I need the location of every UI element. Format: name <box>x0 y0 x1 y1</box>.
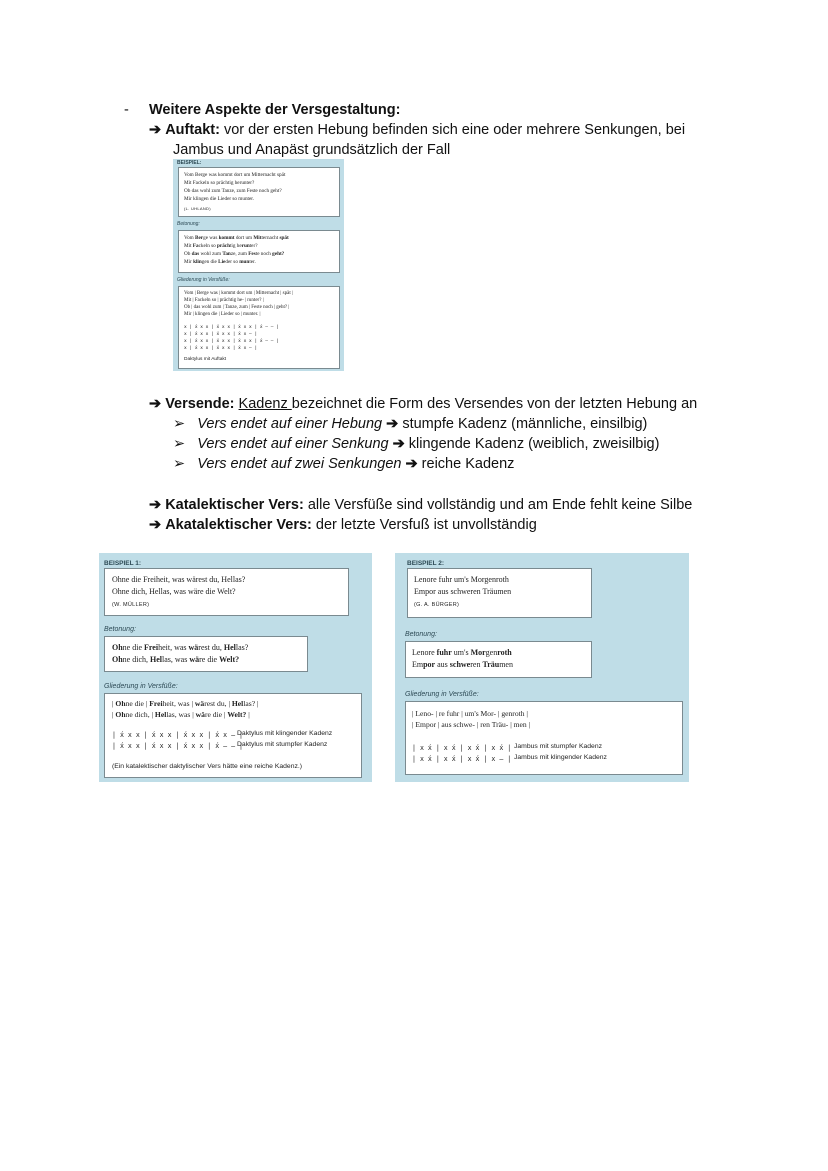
scansion-line: | x́ x x | x́ x x | x́ x x | x́ – – | <box>112 742 244 750</box>
betonung-line: Ohne die Freiheit, was wärest du, Hellas? <box>112 643 249 652</box>
katalektisch-line <box>149 497 692 513</box>
scansion-line: | x x́ | x x́ | x x́ | x – | <box>412 755 512 763</box>
scansion-line: | x x́ | x x́ | x x́ | x x́ | <box>412 744 512 752</box>
poem-line: Ohne die Freiheit, was wärest du, Hellas? <box>112 575 246 584</box>
auftakt-term: Auftakt: <box>165 122 220 138</box>
akatalektisch-line <box>149 517 537 533</box>
poem-box <box>407 568 592 618</box>
betonung-line: Empor aus schweren Träumen <box>412 660 513 669</box>
gliederung-box <box>178 286 340 369</box>
arrow-right-icon: ➔ <box>392 436 405 452</box>
scansion-result: Daktylus mit Auftakt <box>184 357 227 362</box>
scansion-line: x | x́ x x | x́ x x | x́ x – | <box>184 346 258 351</box>
katalektisch-term: Katalektischer Vers: <box>165 497 304 513</box>
poem-box <box>178 167 340 217</box>
section-title: Weitere Aspekte der Versgestaltung: <box>149 102 401 118</box>
arrow-right-icon: ➔ <box>149 122 162 138</box>
gliederung-line: | Ohne die | Freiheit, was | wärest du, | Hellas? | <box>112 699 259 708</box>
poem-line: Mir klingen die Lieder so munter. <box>184 196 255 202</box>
versende-term: Versende: <box>165 396 235 412</box>
example-figure-2 <box>395 553 689 782</box>
poem-line: Ob das wohl zum Tanze, zum Feste noch geht? <box>184 188 282 194</box>
bullet-icon: ➢ <box>173 416 186 432</box>
kadenz-result: reiche Kadenz <box>417 456 515 472</box>
bullet-icon: ➢ <box>173 456 186 472</box>
betonung-line: Mit Fackeln so prächtig herunter? <box>184 243 258 249</box>
poem-source: (L. UHLAND) <box>184 206 211 211</box>
example-caption: BEISPIEL 1: <box>104 560 142 567</box>
example-caption: BEISPIEL: <box>177 160 202 166</box>
arrow-right-icon: ➔ <box>149 517 162 533</box>
poem-source: (G. A. BÜRGER) <box>414 602 460 608</box>
poem-line: Ohne dich, Hellas, was wäre die Welt? <box>112 587 236 596</box>
gliederung-label: Gliederung in Versfüße: <box>405 691 479 698</box>
katalektisch-text: alle Versfüße sind vollständig und am Ende fehlt keine Silbe <box>303 497 693 513</box>
kadenz-condition: Vers endet auf zwei Senkungen <box>197 456 406 472</box>
auftakt-line <box>149 122 685 138</box>
betonung-line: Mir klingen die Lieder so munter. <box>184 259 256 265</box>
scansion-line: x | x́ x x | x́ x x | x́ x x | x́ – – | <box>184 325 279 330</box>
kadenz-term: Kadenz <box>238 396 292 412</box>
versende-text: bezeichnet die Form des Versendes von der letzten Hebung an <box>291 396 698 412</box>
gliederung-line: | Ohne dich, | Hellas, was | wäre die | Welt? | <box>112 710 250 719</box>
betonung-box <box>178 230 340 273</box>
gliederung-line: Vom | Berge was | kommt dort um | Mitternacht | spät | <box>184 291 293 296</box>
kadenz-item <box>173 456 514 472</box>
kadenz-condition: Vers endet auf einer Hebung <box>197 416 387 432</box>
kadenz-result: stumpfe Kadenz (männliche, einsilbig) <box>398 416 648 432</box>
scansion-line: | x́ x x | x́ x x | x́ x x | x́ x – | <box>112 731 244 739</box>
scansion-result: Daktylus mit klingender Kadenz <box>237 730 333 737</box>
betonung-label: Betonung: <box>104 626 136 633</box>
gliederung-label: Gliederung in Versfüße: <box>177 277 230 283</box>
betonung-line: Lenore fuhr um's Morgenroth <box>412 648 512 657</box>
gliederung-line: | Empor | aus schwe- | ren Träu- | men | <box>412 720 531 729</box>
scansion-result: Daktylus mit stumpfer Kadenz <box>237 741 328 748</box>
gliederung-line: Ob | das wohl zum | Tanze, zum | Feste noch | geht? | <box>184 305 290 310</box>
versende-line <box>149 396 697 412</box>
akatalektisch-term: Akatalektischer Vers: <box>165 517 312 533</box>
arrow-right-icon: ➔ <box>386 416 399 432</box>
example-caption: BEISPIEL 2: <box>407 560 445 567</box>
example-figure-auftakt <box>173 159 344 371</box>
betonung-box <box>405 641 592 678</box>
gliederung-line: Mir | klingen die | Lieder so | munter. | <box>184 312 261 317</box>
poem-line: Lenore fuhr um's Morgenroth <box>414 575 509 584</box>
gliederung-label: Gliederung in Versfüße: <box>104 683 178 690</box>
bullet-icon: ➢ <box>173 436 186 452</box>
poem-line: Mit Fackeln so prächtig herunter? <box>184 180 255 186</box>
arrow-right-icon: ➔ <box>149 497 162 513</box>
scansion-result: Jambus mit stumpfer Kadenz <box>514 743 603 750</box>
kadenz-item <box>173 436 659 452</box>
betonung-line: Vom Berge was kommt dort um Mitternacht spät <box>184 235 289 241</box>
kadenz-condition: Vers endet auf einer Senkung <box>197 436 393 452</box>
betonung-label: Betonung: <box>177 221 200 227</box>
poem-line: Vom Berge was kommt dort um Mitternacht spät <box>184 172 286 178</box>
betonung-box <box>104 636 308 672</box>
poem-line: Empor aus schweren Träumen <box>414 587 512 596</box>
gliederung-line: Mit | Fackeln so | prächtig he- | runter? | <box>184 298 264 303</box>
betonung-label: Betonung: <box>405 631 437 638</box>
betonung-line: Ob das wohl zum Tanze, zum Feste noch geht? <box>184 251 285 257</box>
example-figure-1 <box>99 553 372 782</box>
gliederung-box <box>104 693 362 778</box>
auftakt-text: vor der ersten Hebung befinden sich eine oder mehrere Senkungen, bei <box>219 122 686 138</box>
betonung-line: Ohne dich, Hellas, was wäre die Welt? <box>112 655 240 664</box>
poem-source: (W. MÜLLER) <box>112 602 150 608</box>
example-note: (Ein katalektischer daktylischer Vers hätte eine reiche Kadenz.) <box>112 763 303 770</box>
scansion-result: Jambus mit klingender Kadenz <box>514 754 607 761</box>
kadenz-item <box>173 416 647 432</box>
scansion-line: x | x́ x x | x́ x x | x́ x – | <box>184 332 258 337</box>
poem-box <box>104 568 349 616</box>
akatalektisch-text: der letzte Versfuß ist unvollständig <box>311 517 537 533</box>
arrow-right-icon: ➔ <box>405 456 418 472</box>
auftakt-text-cont: Jambus und Anapäst grundsätzlich der Fall <box>173 142 451 158</box>
section-bullet: - <box>124 102 129 118</box>
gliederung-line: | Leno- | re fuhr | um's Mor- | genroth | <box>412 709 528 718</box>
scansion-line: x | x́ x x | x́ x x | x́ x x | x́ – – | <box>184 339 279 344</box>
kadenz-result: klingende Kadenz (weiblich, zweisilbig) <box>404 436 660 452</box>
gliederung-box <box>405 701 683 775</box>
arrow-right-icon: ➔ <box>149 396 162 412</box>
